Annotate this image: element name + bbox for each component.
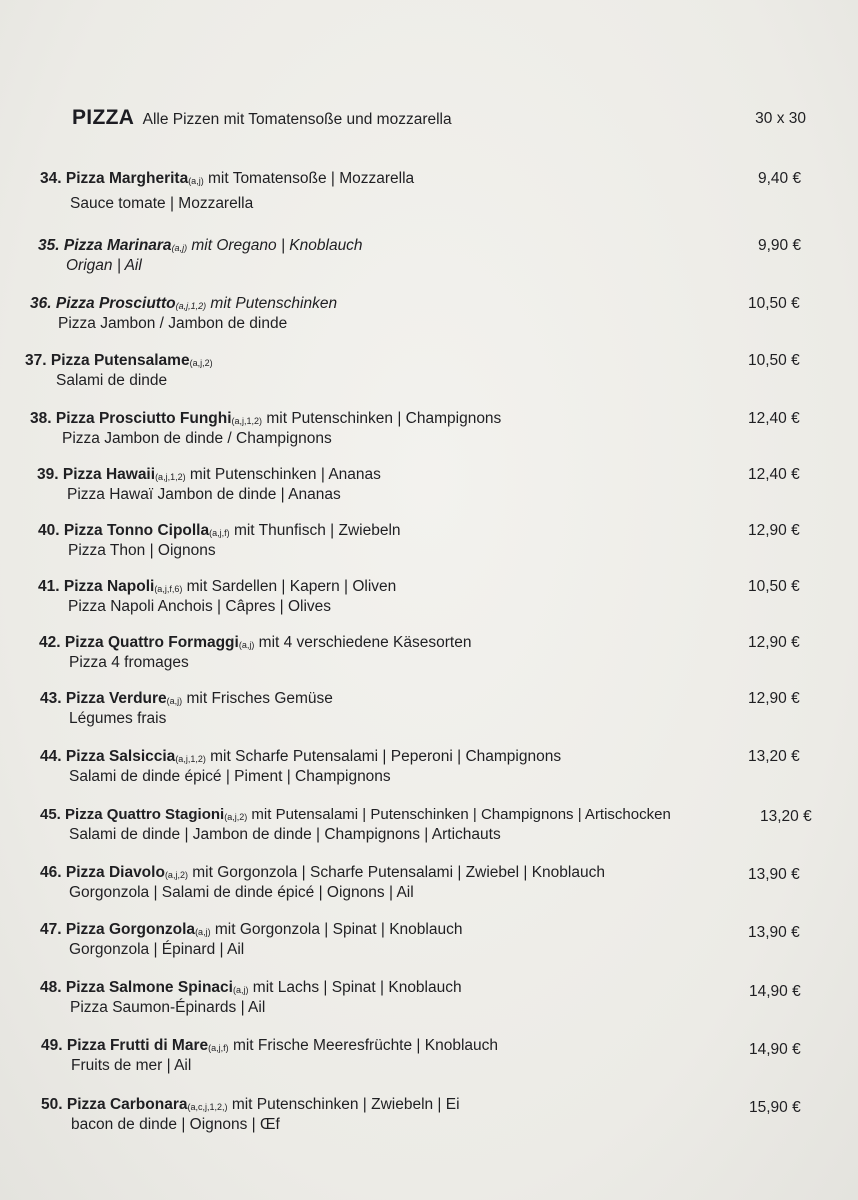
item-description: mit Putenschinken | Ananas	[189, 466, 381, 483]
item-title-line	[39, 634, 471, 652]
item-allergens: (a,j,2)	[164, 870, 188, 880]
item-name: Pizza Gorgonzola	[65, 921, 196, 938]
menu-item	[0, 634, 858, 680]
item-allergens: (a,j,1,2)	[155, 472, 186, 482]
item-title-line	[40, 806, 671, 823]
item-french: Légumes frais	[69, 710, 167, 727]
item-allergens: (a,j,f)	[208, 1043, 229, 1053]
item-title-line	[41, 1096, 460, 1114]
item-price: 12,40 €	[748, 466, 800, 483]
item-description: mit Thunfisch | Zwiebeln	[233, 522, 401, 539]
item-french: bacon de dinde | Oignons | Œf	[71, 1116, 280, 1133]
section-title: PIZZA	[72, 106, 135, 129]
item-french: Salami de dinde | Jambon de dinde | Champignons | Artichauts	[69, 826, 501, 843]
item-number: 40.	[38, 522, 60, 539]
item-allergens: (a,j,2)	[224, 812, 248, 822]
item-number: 50.	[41, 1096, 63, 1113]
item-description: mit Oregano | Knoblauch	[191, 237, 363, 254]
item-price: 13,90 €	[748, 866, 800, 883]
menu-item	[0, 921, 858, 967]
item-number: 47.	[40, 921, 62, 938]
pizza-size: 30 x 30	[755, 110, 806, 127]
item-price: 12,40 €	[748, 410, 800, 427]
item-name: Pizza Quattro Stagioni	[65, 806, 225, 823]
item-name: Pizza Diavolo	[65, 864, 165, 881]
menu-item	[0, 748, 858, 794]
item-description: mit Lachs | Spinat | Knoblauch	[252, 979, 462, 996]
item-price: 10,50 €	[748, 295, 800, 312]
menu-item	[0, 864, 858, 910]
item-allergens: (a,j)	[171, 243, 188, 253]
item-price: 9,90 €	[758, 237, 802, 254]
item-price: 14,90 €	[749, 983, 801, 1000]
item-price: 13,90 €	[748, 924, 800, 941]
item-description: mit Putensalami | Putenschinken | Champignons | Artischocken	[251, 806, 671, 823]
menu-item	[0, 1096, 858, 1142]
item-number: 43.	[40, 690, 62, 707]
item-price: 9,40 €	[758, 170, 802, 187]
item-french: Sauce tomate | Mozzarella	[70, 195, 254, 212]
item-name: Pizza Marinara	[63, 237, 172, 254]
menu-item	[0, 522, 858, 568]
item-name: Pizza Salmone Spinaci	[65, 979, 233, 996]
item-allergens: (a,j,1,2)	[175, 301, 207, 311]
item-title-line	[40, 921, 462, 939]
item-title-line	[40, 690, 333, 708]
menu-item	[0, 295, 858, 341]
item-french: Pizza Thon | Oignons	[68, 542, 216, 559]
menu-item	[0, 578, 858, 624]
item-number: 44.	[40, 748, 62, 765]
item-allergens: (a,j)	[166, 696, 183, 706]
item-allergens: (a,j,f)	[209, 528, 230, 538]
item-title-line	[38, 522, 401, 540]
item-title-line	[25, 352, 213, 370]
section-subtitle: Alle Pizzen mit Tomatensoße und mozzarella	[142, 111, 452, 128]
menu-item	[0, 466, 858, 512]
item-allergens: (a,j)	[195, 927, 211, 937]
menu-item	[0, 170, 858, 216]
item-name: Pizza Frutti di Mare	[66, 1037, 209, 1054]
item-allergens: (a,j,1,2)	[175, 754, 206, 764]
item-number: 46.	[40, 864, 62, 881]
item-french: Pizza Jambon / Jambon de dinde	[58, 315, 288, 332]
item-description: mit Scharfe Putensalami | Peperoni | Champignons	[210, 748, 562, 765]
item-number: 48.	[40, 979, 62, 996]
item-title-line	[38, 237, 363, 255]
menu-item	[0, 1037, 858, 1083]
item-price: 12,90 €	[748, 522, 800, 539]
item-number: 45.	[40, 806, 61, 823]
item-allergens: (a,j)	[188, 176, 204, 186]
item-title-line	[40, 979, 462, 997]
item-allergens: (a,c,j,1,2,)	[187, 1102, 228, 1112]
item-number: 38.	[30, 410, 52, 427]
item-title-line	[37, 466, 381, 484]
item-number: 34.	[40, 170, 62, 187]
item-french: Salami de dinde	[56, 372, 168, 389]
item-name: Pizza Prosciutto	[55, 295, 176, 312]
item-number: 35.	[38, 237, 60, 254]
item-description: mit Putenschinken | Zwiebeln | Ei	[231, 1096, 460, 1113]
item-french: Pizza Saumon-Épinards | Ail	[70, 999, 266, 1016]
item-description: mit Putenschinken | Champignons	[266, 410, 502, 427]
item-allergens: (a,j,2)	[189, 358, 213, 368]
item-name: Pizza Quattro Formaggi	[64, 634, 239, 651]
item-name: Pizza Napoli	[63, 578, 155, 595]
item-title-line	[30, 410, 501, 428]
menu-header	[72, 106, 806, 136]
item-description: mit Putenschinken	[210, 295, 338, 312]
item-number: 42.	[39, 634, 61, 651]
menu-item	[0, 690, 858, 736]
item-name: Pizza Prosciutto Funghi	[55, 410, 232, 427]
item-price: 12,90 €	[748, 690, 800, 707]
item-price: 15,90 €	[749, 1099, 801, 1116]
item-price: 12,90 €	[748, 634, 800, 651]
item-french: Origan | Ail	[66, 257, 142, 274]
item-name: Pizza Tonno Cipolla	[63, 522, 210, 539]
item-title-line	[40, 864, 605, 882]
item-name: Pizza Hawaii	[62, 466, 156, 483]
item-allergens: (a,j)	[232, 985, 249, 995]
item-name: Pizza Verdure	[65, 690, 167, 707]
item-title-line	[30, 295, 337, 313]
item-description: mit Gorgonzola | Spinat | Knoblauch	[214, 921, 463, 938]
item-price: 10,50 €	[748, 578, 800, 595]
item-price: 10,50 €	[748, 352, 800, 369]
item-description: mit Gorgonzola | Scharfe Putensalami | Zwiebel | Knoblauch	[192, 864, 605, 881]
item-description: mit 4 verschiedene Käsesorten	[258, 634, 472, 651]
menu-item	[0, 352, 858, 398]
item-name: Pizza Salsiccia	[65, 748, 176, 765]
item-description: mit Sardellen | Kapern | Oliven	[186, 578, 397, 595]
item-allergens: (a,j)	[238, 640, 255, 650]
menu-item	[0, 979, 858, 1025]
item-french: Pizza Hawaï Jambon de dinde | Ananas	[67, 486, 341, 503]
item-french: Gorgonzola | Épinard | Ail	[69, 941, 245, 958]
item-number: 37.	[25, 352, 47, 369]
item-french: Salami de dinde épicé | Piment | Champignons	[69, 768, 391, 785]
item-allergens: (a,j,1,2)	[231, 416, 263, 426]
item-title-line	[38, 578, 396, 596]
item-french: Pizza Jambon de dinde / Champignons	[62, 430, 332, 447]
item-description: mit Frische Meeresfrüchte | Knoblauch	[232, 1037, 499, 1054]
item-french: Pizza 4 fromages	[69, 654, 189, 671]
item-title-line	[40, 748, 561, 766]
menu-item	[0, 237, 858, 283]
item-number: 41.	[38, 578, 60, 595]
item-number: 39.	[37, 466, 59, 483]
item-name: Pizza Carbonara	[66, 1096, 188, 1113]
item-allergens: (a,j,f,6)	[154, 584, 183, 594]
item-name: Pizza Putensalame	[50, 352, 190, 369]
menu-item	[0, 806, 858, 852]
item-price: 14,90 €	[749, 1041, 801, 1058]
menu-item	[0, 410, 858, 456]
item-price: 13,20 €	[748, 748, 800, 765]
item-description: mit Tomatensoße | Mozzarella	[208, 170, 415, 187]
item-title-line	[40, 170, 414, 188]
item-number: 49.	[41, 1037, 63, 1054]
item-description: mit Frisches Gemüse	[186, 690, 333, 707]
item-name: Pizza Margherita	[65, 170, 189, 187]
item-number: 36.	[30, 295, 52, 312]
item-price: 13,20 €	[760, 808, 812, 825]
item-french: Fruits de mer | Ail	[71, 1057, 192, 1074]
item-french: Gorgonzola | Salami de dinde épicé | Oignons | Ail	[69, 884, 414, 901]
item-title-line	[41, 1037, 498, 1055]
item-french: Pizza Napoli Anchois | Câpres | Olives	[68, 598, 332, 615]
